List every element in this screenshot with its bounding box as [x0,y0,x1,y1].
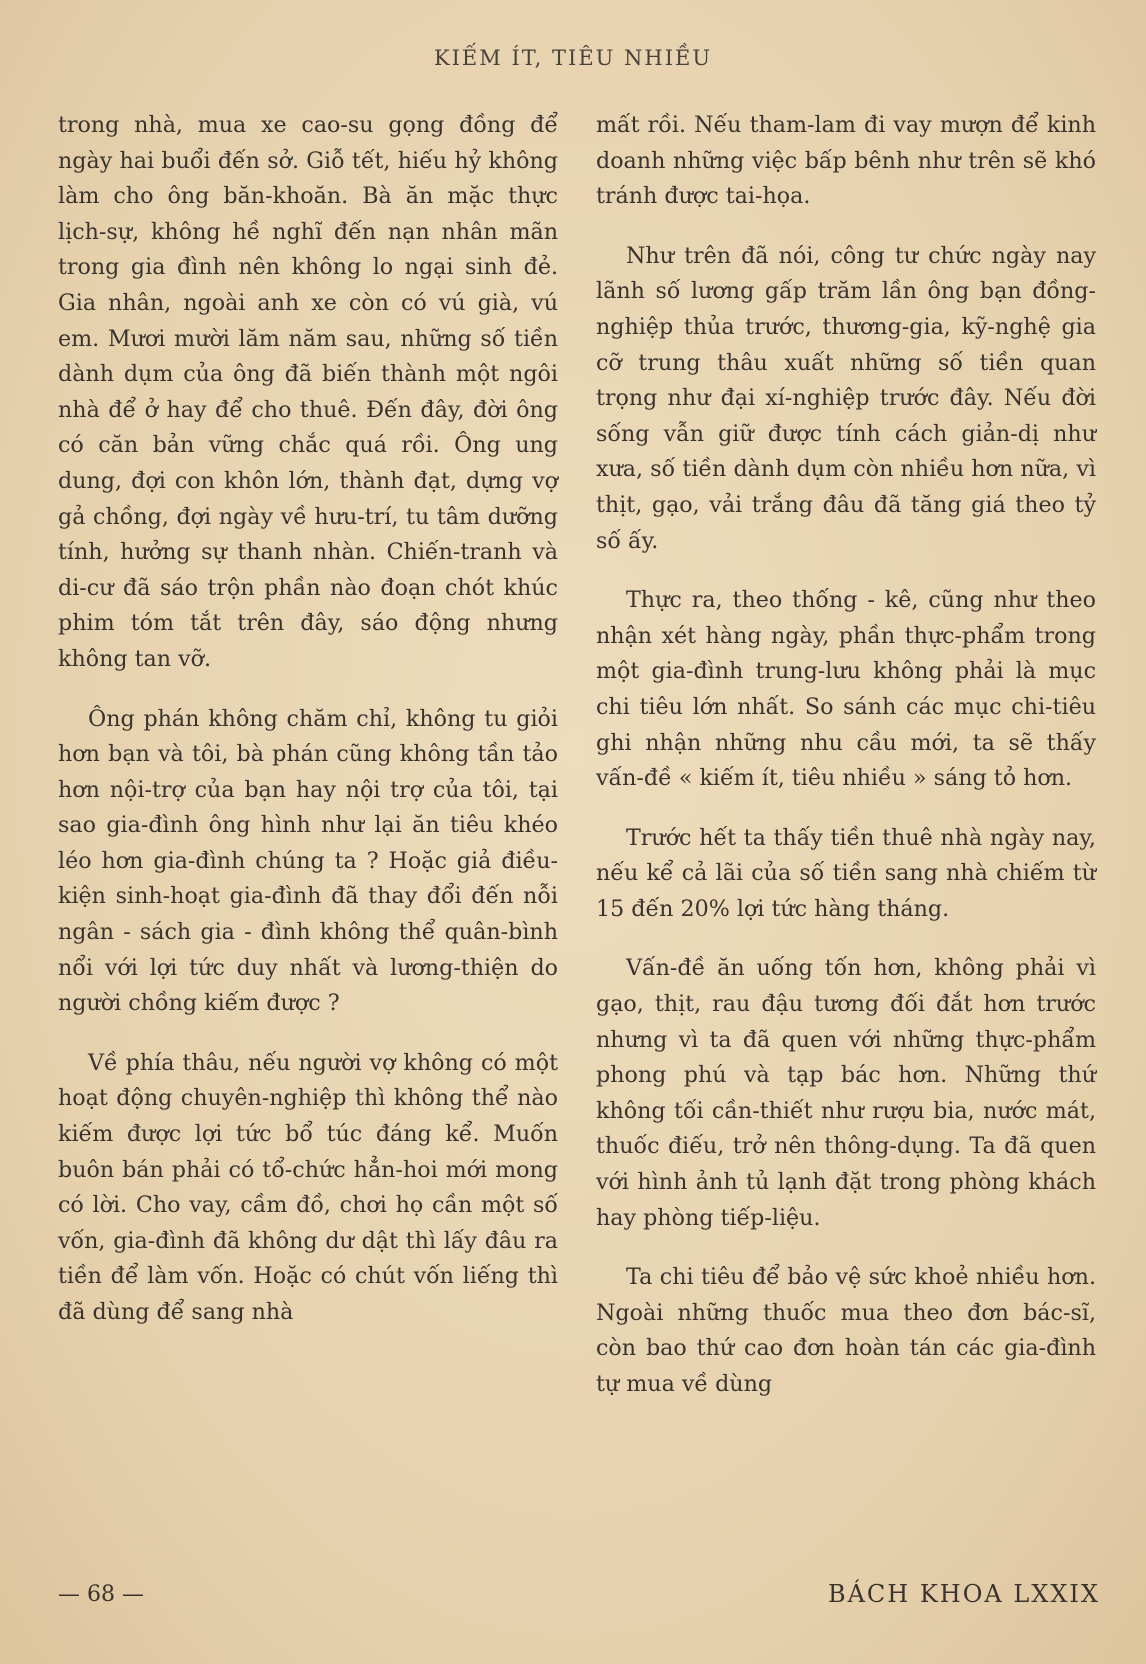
running-title: KIẾM ÍT, TIÊU NHIỀU [433,46,713,70]
left-paragraph-3: Về phía thâu, nếu người vợ không có một hoạt động chuyên-nghiệp thì không thể nào kiếm được lợi tức bổ túc đáng kể. Muốn buôn bán phải có tổ-chức hẳn-hoi mới mong có lời. Cho vay, cầm đồ, chơi họ cần một số vốn, gia-đình đã không dư dật thì lấy đâu ra tiền để làm vốn. Hoặc có chút vốn liếng thì đã dùng để sang nhà [58,1049,558,1325]
left-paragraph-1: trong nhà, mua xe cao-su gọng đồng để ngày hai buổi đến sở. Giỗ tết, hiếu hỷ không làm cho ông băn-khoăn. Bà ăn mặc thực lịch-sự, không hề nghĩ đến nạn nhân mãn trong gia đình nên không lo ngại sinh đẻ. Gia nhân, ngoài anh xe còn có vú già, vú em. Mươi mười lăm năm sau, những số tiền dành dụm của ông đã biến thành một ngôi nhà để ở hay để cho thuê. Đến đây, đời ông có căn bản vững chắc quá rồi. Ông ung dung, đợi con khôn lớn, thành đạt, dựng vợ gả chồng, đợi ngày về hưu-trí, tu tâm dưỡng tính, hưởng sự thanh nhàn. Chiến-tranh và di-cư đã sáo trộn phần nào đoạn chót khúc phim tóm tắt trên đây, sáo động nhưng không tan vỡ. [58,112,558,672]
right-paragraph-4: Trước hết ta thấy tiền thuê nhà ngày nay, nếu kể cả lãi của số tiền sang nhà chiếm từ 15 đến 20% lợi tức hàng tháng. [596,824,1096,922]
right-paragraph-3: Thực ra, theo thống - kê, cũng như theo nhận xét hàng ngày, phần thực-phẩm trong một gia-đình trung-lưu không phải là mục chi tiêu lớn nhất. So sánh các mục chi-tiêu ghi nhận những nhu cầu mới, ta sẽ thấy vấn-đề « kiếm ít, tiêu nhiều » sáng tỏ hơn. [596,587,1096,792]
page-number: — 68 — [58,1582,144,1607]
publication-name: BÁCH KHOA LXXIX [827,1580,1100,1608]
right-column [596,108,1096,1403]
right-paragraph-6: Ta chi tiêu để bảo vệ sức khoẻ nhiều hơn. Ngoài những thuốc mua theo đơn bác-sĩ, còn bao thứ cao đơn hoàn tán các gia-đình tự mua về dùng [596,1264,1096,1397]
left-paragraph-2: Ông phán không chăm chỉ, không tu giỏi hơn bạn và tôi, bà phán cũng không tần tảo hơn nội-trợ của bạn hay nội trợ của tôi, tại sao gia-đình ông hình như lại ăn tiêu khéo léo hơn gia-đình chúng ta ? Hoặc giả điều-kiện sinh-hoạt gia-đình đã thay đổi đến nỗi ngân - sách gia - đình không thể quân-bình nổi với lợi tức duy nhất và lương-thiện do người chồng kiếm được ? [58,705,558,1017]
right-paragraph-5: Vấn-đề ăn uống tốn hơn, không phải vì gạo, thịt, rau đậu tương đối đắt hơn trước nhưng vì ta đã quen với những thực-phẩm phong phú và tạp bác hơn. Những thứ không tối cần-thiết như rượu bia, nước mát, thuốc điếu, trở nên thông-dụng. Ta đã quen với hình ảnh tủ lạnh đặt trong phòng khách hay phòng tiếp-liệu. [596,955,1096,1231]
right-paragraph-2: Như trên đã nói, công tư chức ngày nay lãnh số lương gấp trăm lần ông bạn đồng-nghiệp thủa trước, thương-gia, kỹ-nghệ gia cỡ trung thâu xuất những số tiền quan trọng như đại xí-nghiệp trước đây. Nếu đời sống vẫn giữ được tính cách giản-dị như xưa, số tiền dành dụm còn nhiều hơn nữa, vì thịt, gạo, vải trắng đâu đã tăng giá theo tỷ số ấy. [596,242,1096,554]
left-column [58,108,558,1331]
right-paragraph-1: mất rồi. Nếu tham-lam đi vay mượn để kinh doanh những việc bấp bênh như trên sẽ khó tránh được tai-họa. [596,112,1096,210]
